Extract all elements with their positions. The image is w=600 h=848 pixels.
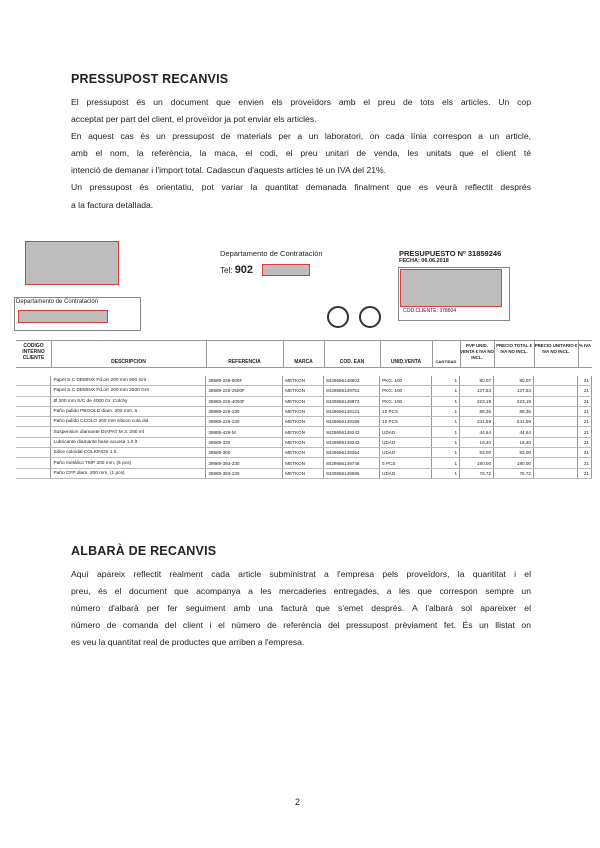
table-cell: 8429656149243 <box>324 427 380 437</box>
paragraph-line: preu, és el document que acompanya a les mercaderies entregades, a les que correspon sempre un <box>71 586 531 597</box>
table-cell: PKG. 100 <box>380 376 432 386</box>
table-cell: Paño pulido PBGOLD diam. 200 mm, 5 <box>51 406 206 416</box>
table-cell: Paño CFP diam. 200 mm, (1 pcs) <box>51 468 206 478</box>
table-cell: METKON <box>283 468 324 478</box>
table-cell: 5 PCS <box>380 458 432 468</box>
table-cell: 1 <box>432 406 460 416</box>
table-cell: 223,19 <box>460 396 494 406</box>
table-cell: 1 <box>432 458 460 468</box>
table-cell: 10 PCS <box>380 417 432 427</box>
table-cell <box>16 376 51 386</box>
table-cell: 39889-226-230 <box>206 417 283 427</box>
table-cell <box>533 437 577 447</box>
table-cell: UDAD <box>380 437 432 447</box>
paragraph-line: intenció de demanar i l'import total. Cadascun d'aquests articles té un IVA del 21%. <box>71 165 387 176</box>
col-header: PRECIO TOTAL € IVA NO INCL. <box>496 343 532 354</box>
table-cell: METKON <box>283 427 324 437</box>
table-row <box>16 406 592 416</box>
table-cell: 1 <box>432 427 460 437</box>
table-cell: 44,64 <box>494 427 534 437</box>
paragraph-line: número de comanda del client i el número de referència del pressupost prèviament fet. És un llistat on <box>71 620 531 631</box>
table-row <box>16 396 592 406</box>
table-cell: 39889-426-M <box>206 427 283 437</box>
table-cell: 241,59 <box>460 417 494 427</box>
table-cell <box>16 427 51 437</box>
table-cell: 1 <box>432 437 460 447</box>
table-cell: 137,63 <box>460 386 494 396</box>
table-cell: Paño pulido CCOLO 200 mm silicon cola dol. <box>51 417 206 427</box>
table-cell <box>533 417 577 427</box>
table-cell <box>16 396 51 406</box>
table-cell: 8429656149121 <box>324 406 380 416</box>
table-row <box>16 417 592 427</box>
table-cell: 1 <box>432 448 460 458</box>
redacted-dept <box>18 310 108 323</box>
table-cell: 137,63 <box>494 386 534 396</box>
table-cell <box>16 386 51 396</box>
table-cell <box>533 396 577 406</box>
col-header: DESCRIPCION <box>111 359 146 365</box>
table-cell: 8429656148903 <box>324 376 380 386</box>
section-body-albara <box>71 566 531 651</box>
table-cell <box>533 406 577 416</box>
table-cell: 39889-393-230 <box>206 468 283 478</box>
table-cell: 21 <box>577 376 591 386</box>
paragraph-line: En aquest cas és un pressupost de materials per a un laboratori, on cada línia correspon a un article, <box>71 131 531 142</box>
table-cell: METKON <box>283 448 324 458</box>
certification-seal-icon <box>359 306 381 328</box>
table-cell: Silice coloidal COLKINOX 1 lt. <box>51 448 206 458</box>
redacted-client <box>400 269 502 307</box>
table-cell: 39889-393-230 <box>206 458 283 468</box>
table-cell: 39889-226-4000F <box>206 396 283 406</box>
page-number: 2 <box>295 797 301 807</box>
table-cell: Suspension diamante DIAPAT M 3. 250 ml <box>51 427 206 437</box>
table-cell: 223,19 <box>494 396 534 406</box>
col-header: UNID.VENTA <box>390 359 422 365</box>
table-cell: 8429656149243 <box>324 437 380 447</box>
col-header: % IVA <box>578 343 592 348</box>
table-cell: 241,59 <box>494 417 534 427</box>
paragraph-line: amb el nom, la referència, la maca, el codi, el preu unitari de venda, les unitats que el client té <box>71 148 531 159</box>
paragraph-line: acceptat per part del client, el proveïdor ja pot enviar els articles. <box>71 114 317 125</box>
table-row <box>16 437 592 447</box>
redacted-phone <box>262 264 310 276</box>
table-cell: 21 <box>577 437 591 447</box>
table-cell: 21 <box>577 458 591 468</box>
section-title-albara: ALBARÀ DE RECANVIS <box>71 544 217 558</box>
table-cell: Ø 200 mm S/C de 4000 Gr. Colchy <box>51 396 206 406</box>
table-cell: 39889-226-2500F <box>206 386 283 396</box>
table-cell: 76,72 <box>460 468 494 478</box>
table-cell: 88,36 <box>460 406 494 416</box>
table-cell: 10 PCS <box>380 406 432 416</box>
redacted-logo <box>25 241 119 285</box>
table-cell: 8429656149748 <box>324 458 380 468</box>
table-cell: 21 <box>577 468 591 478</box>
table-cell: PKG. 100 <box>380 396 432 406</box>
client-code: COD.CLIENTE: 378604 <box>403 308 457 314</box>
col-header: MARCA <box>294 359 313 365</box>
table-cell: 1 <box>432 396 460 406</box>
quote-tel <box>220 264 253 276</box>
table-cell: METKON <box>283 396 324 406</box>
table-cell: 16,40 <box>494 437 534 447</box>
paragraph-line: Aquí apareix reflectit realment cada article subministrat a l'empresa pels proveïdors, la quantitat i el <box>71 569 531 579</box>
tel-label: Tel: <box>220 266 233 275</box>
col-header: PRECIO UNITARIO € IVA NO INCL. <box>534 343 578 354</box>
client-dept-label: Departamento de Contratación <box>16 299 99 305</box>
table-cell: 88,36 <box>494 406 534 416</box>
table-cell: 21 <box>577 417 591 427</box>
table-cell: UDAD <box>380 448 432 458</box>
table-cell: 8429656149973 <box>324 396 380 406</box>
table-cell <box>16 417 51 427</box>
table-cell: 63,00 <box>494 448 534 458</box>
table-cell: 21 <box>577 406 591 416</box>
section-title-pressupost: PRESSUPOST RECANVIS <box>71 72 229 86</box>
paragraph-line: es veu la quantitat real de productes que arriben a l'empresa. <box>71 637 305 648</box>
table-cell: 76,72 <box>494 468 534 478</box>
table-cell: METKON <box>283 376 324 386</box>
table-cell: 21 <box>577 448 591 458</box>
table-cell: 8429656149196 <box>324 417 380 427</box>
table-cell: 39889-300 <box>206 448 283 458</box>
budget-number: PRESUPUESTO Nº 31859246 <box>399 249 502 258</box>
table-cell: 21 <box>577 396 591 406</box>
col-header: CANTIDAD <box>435 359 457 364</box>
table-cell <box>533 376 577 386</box>
table-cell: 44,64 <box>460 427 494 437</box>
table-cell: 1 <box>432 386 460 396</box>
col-header: PVP UNID. VENTA € IVA NO INCL. <box>460 343 494 360</box>
certification-seal-icon <box>327 306 349 328</box>
tel-prefix: 902 <box>234 264 254 276</box>
table-cell: 190,00 <box>494 458 534 468</box>
table-row <box>16 468 592 478</box>
table-cell <box>533 448 577 458</box>
table-row <box>16 376 592 386</box>
quote-table <box>16 376 592 479</box>
table-cell: Lubricante diamante base acuosa 1.0 lt <box>51 437 206 447</box>
table-cell: Paño metálico TMP 200 mm, (5 pcs) <box>51 458 206 468</box>
table-cell: METKON <box>283 417 324 427</box>
table-cell: 8429656149695 <box>324 468 380 478</box>
col-header: CODIGO INTERNO CLIENTE <box>22 343 45 361</box>
table-cell: Papel S.C DEMINX Fd.orr 200 mm 2500 Grit <box>51 386 206 396</box>
table-cell <box>533 468 577 478</box>
quote-dept-label: Departamento de Contratación <box>220 249 323 258</box>
table-cell: 21 <box>577 427 591 437</box>
table-cell <box>16 406 51 416</box>
table-row <box>16 448 592 458</box>
table-cell: METKON <box>283 458 324 468</box>
table-row <box>16 386 592 396</box>
table-cell: 63,00 <box>460 448 494 458</box>
table-cell: 1 <box>432 376 460 386</box>
table-cell: 8429656149751 <box>324 386 380 396</box>
paragraph-line: El pressupost és un document que envien els proveïdors amb el preu de tots els articles. Un cop <box>71 97 531 107</box>
table-cell: 16,40 <box>460 437 494 447</box>
table-cell: 39889-226-230 <box>206 406 283 416</box>
table-cell <box>16 448 51 458</box>
table-cell <box>533 458 577 468</box>
table-cell: 39889-226-600F <box>206 376 283 386</box>
budget-date: FECHA: 06.06.2018 <box>399 258 449 264</box>
table-cell: 21 <box>577 386 591 396</box>
table-cell: PKG. 100 <box>380 386 432 396</box>
table-cell: 80,07 <box>494 376 534 386</box>
table-cell: 190,00 <box>460 458 494 468</box>
table-cell: 39889-330 <box>206 437 283 447</box>
paragraph-line: a la factura detallada. <box>71 199 154 210</box>
table-cell <box>16 468 51 478</box>
table-cell <box>16 437 51 447</box>
table-cell: METKON <box>283 437 324 447</box>
table-cell: UDAD <box>380 468 432 478</box>
table-cell: METKON <box>283 406 324 416</box>
table-cell: Papel S.C DEMINX Fd.orr 200 mm 600 Grit <box>51 376 206 386</box>
paragraph-line: número d'albarà per fer seguiment amb una facturà que s'emet després. A l'albarà sol apareixer el <box>71 603 531 614</box>
table-cell: 8429656149354 <box>324 448 380 458</box>
table-cell <box>16 458 51 468</box>
col-header: COD. EAN <box>339 359 365 365</box>
table-cell: 1 <box>432 417 460 427</box>
table-cell <box>533 427 577 437</box>
table-cell: 1 <box>432 468 460 478</box>
section-body-pressupost <box>71 94 531 214</box>
table-cell <box>533 386 577 396</box>
table-row <box>16 427 592 437</box>
table-cell: 80,07 <box>460 376 494 386</box>
table-row <box>16 458 592 468</box>
paragraph-line: Un pressupost és orientatiu, pot variar la quantitat demanada finalment que es veurà reflectit després <box>71 182 531 193</box>
col-header: REFERENCIA <box>228 359 261 365</box>
table-cell: METKON <box>283 386 324 396</box>
table-cell: UDAD <box>380 427 432 437</box>
